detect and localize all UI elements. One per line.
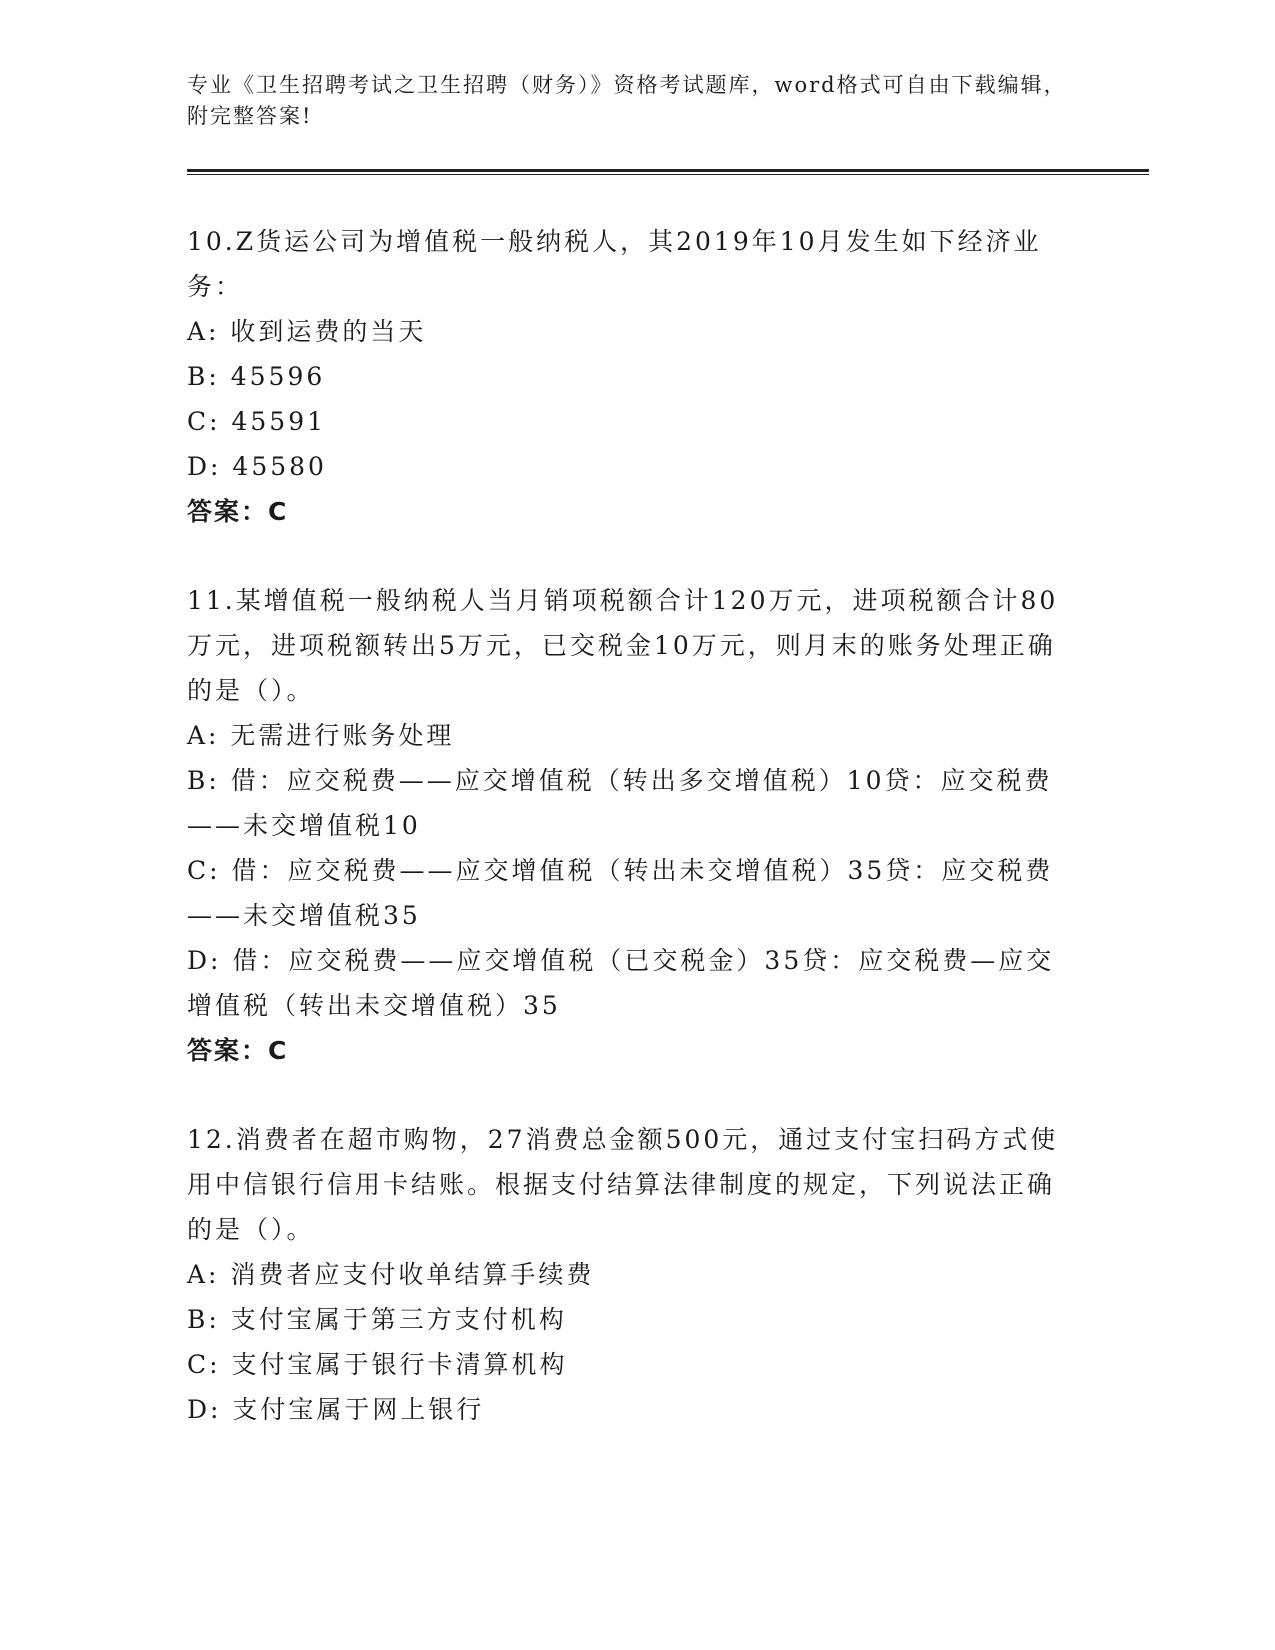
- option-c: C: 借：应交税费——应交增值税（转出未交增值税）35贷：应交税费——未交增值税35: [187, 856, 1054, 930]
- document-page: [187, 70, 1087, 1432]
- option-a: A: 消费者应支付收单结算手续费: [187, 1260, 595, 1289]
- spacer: [187, 534, 1087, 578]
- question-11: [187, 578, 1087, 1073]
- option-b: B: 45596: [187, 362, 326, 391]
- question-stem: 10.Z货运公司为增值税一般纳税人，其2019年10月发生如下经济业务：: [187, 227, 1042, 301]
- question-10: [187, 219, 1087, 534]
- option-b: B: 借：应交税费——应交增值税（转出多交增值税）10贷：应交税费——未交增值税10: [187, 766, 1053, 840]
- document-header: 专业《卫生招聘考试之卫生招聘（财务）》资格考试题库，word格式可自由下载编辑，附完整答案!: [187, 73, 1067, 128]
- option-d: D: 支付宝属于网上银行: [187, 1395, 485, 1424]
- option-d: D: 45580: [187, 452, 327, 481]
- option-a: A: 收到运费的当天: [187, 317, 427, 346]
- spacer: [187, 175, 1087, 219]
- option-d: D: 借：应交税费——应交增值税（已交税金）35贷：应交税费—应交增值税（转出未交增值税）35: [187, 946, 1055, 1020]
- spacer: [187, 1073, 1087, 1117]
- answer-line: 答案：C: [187, 497, 289, 526]
- answer-line: 答案：C: [187, 1036, 289, 1065]
- option-c: C: 支付宝属于银行卡清算机构: [187, 1350, 568, 1379]
- question-stem: 11.某增值税一般纳税人当月销项税额合计120万元，进项税额合计80万元，进项税额转出5万元，已交税金10万元，则月末的账务处理正确的是（）。: [187, 586, 1059, 705]
- option-b: B: 支付宝属于第三方支付机构: [187, 1305, 567, 1334]
- question-12: [187, 1117, 1087, 1432]
- option-c: C: 45591: [187, 407, 327, 436]
- option-a: A: 无需进行账务处理: [187, 721, 455, 750]
- question-stem: 12.消费者在超市购物，27消费总金额500元，通过支付宝扫码方式使用中信银行信用卡结账。根据支付结算法律制度的规定，下列说法正确的是（）。: [187, 1125, 1059, 1244]
